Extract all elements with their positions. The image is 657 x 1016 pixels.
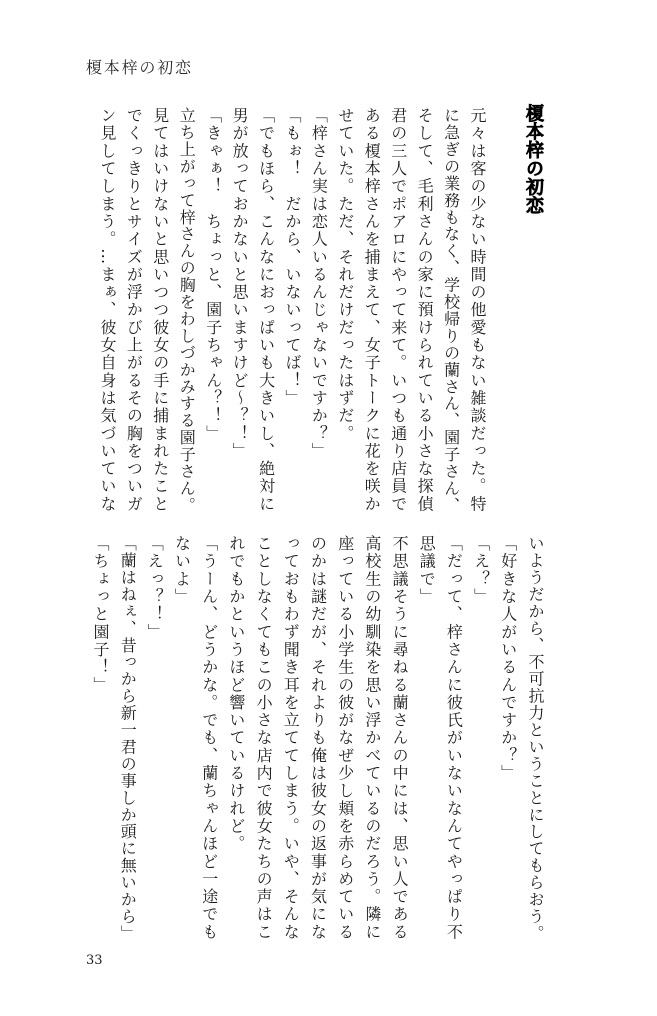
text-column: 座っている小学生の彼がなぜ少し頬を赤らめている (335, 535, 355, 941)
text-column: 君の三人でポアロにやって来て。いつも通り店員で (388, 107, 408, 513)
text-column: 「だって、梓さんに彼氏がいないなんてやっぱり不 (444, 535, 464, 941)
text-column: 「ちょっと園子！」 (91, 535, 110, 694)
text-column: 立ち上がって梓さんの胸をわしづかみする園子さん。 (177, 107, 197, 514)
text-column: 「もぉ！ だから、いないってば！」 (283, 107, 302, 408)
text-column: っておもわず聞き耳を立ててしまう。いや、そんな (281, 535, 301, 941)
text-column: に急ぎの業務もなく、学校帰りの蘭さん、園子さん、 (441, 107, 461, 514)
text-column: ある榎本梓さんを捕まえて、女子トークに花を咲か (362, 107, 382, 513)
text-column: 「きゃぁ！ ちょっと、園子ちゃん？！」 (203, 107, 223, 443)
text-column: 「うーん、どうかな。でも、蘭ちゃんほど一途でも (199, 535, 219, 941)
text-column: 「蘭はねぇ、昔っから新一君の事しか頭に無いから」 (118, 535, 138, 942)
text-column: のかは謎だが、それよりも俺は彼女の返事が気にな (308, 535, 328, 941)
text-column: そして、毛利さんの家に預けられている小さな探偵 (415, 107, 435, 513)
text-column: ン見してしまう。…まぁ、彼女自身は気づいていな (98, 107, 117, 513)
text-column: ことしなくてもこの小さな店内で彼女たちの声はこ (254, 535, 274, 941)
text-column: 思議で」 (417, 535, 437, 606)
text-column: 男が放っておかないと思いますけど～？！」 (230, 107, 250, 460)
text-column: 見てはいけないと思いつつ彼女の手に捕まれたこと (150, 107, 170, 513)
text-column: ないよ」 (172, 535, 192, 606)
text-column: 「でもほら、こんなにおっぱいも大きいし、絶対に (256, 107, 276, 513)
text-column: いようだから、不可抗力ということにしてもらおう。 (526, 535, 545, 942)
running-head: 榎本梓の初恋 (86, 58, 193, 77)
text-column: れでもかというほど響いているけれど。 (226, 535, 246, 853)
text-column: せていた。ただ、それだけだったはずだ。 (335, 107, 355, 443)
text-column: 「好きな人がいるんですか？」 (498, 535, 518, 783)
page-number: 33 (86, 953, 103, 968)
text-column: 元々は客の少ない時間の他愛もない雑談だった。特 (468, 107, 487, 513)
text-column: 「え？」 (471, 535, 491, 606)
text-column: 「えっ？！」 (145, 535, 165, 641)
text-column: 不思議そうに尋ねる蘭さんの中には、思い人である (390, 535, 410, 941)
text-column: でくっきりとサイズが浮かび上がるその胸をついガ (124, 107, 144, 513)
chapter-title: 榎本梓の初恋 (523, 104, 544, 215)
text-column: 高校生の幼馴染を思い浮かべているのだろう。隣に (362, 535, 382, 941)
text-column: 「梓さん実は恋人いるんじゃないですか？」 (309, 107, 329, 460)
